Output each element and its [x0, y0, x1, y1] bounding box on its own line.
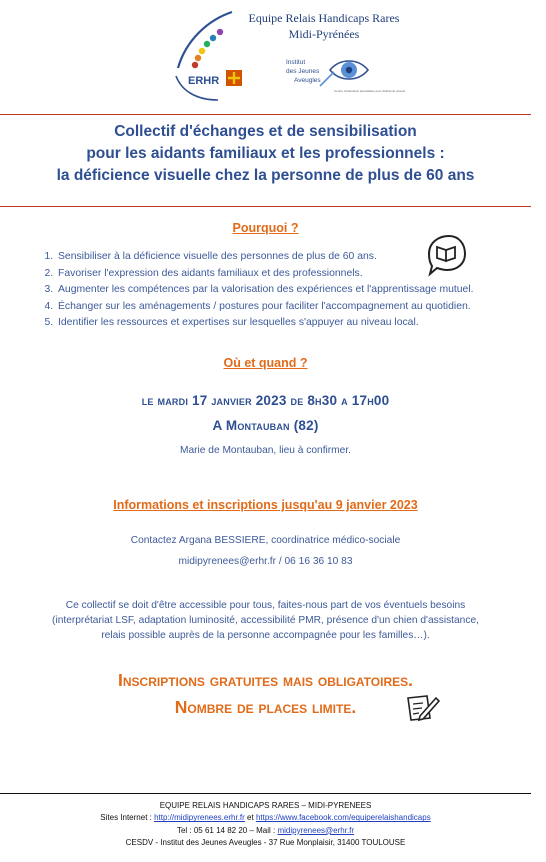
list-item: 5. Identifier les ressources et expertises sur lesquelles s'appuyer au niveau local.	[56, 315, 546, 332]
list-item: 2. Favoriser l'expression des aidants familiaux et des professionnels.	[56, 266, 546, 283]
pourquoi-list	[34, 249, 546, 332]
top-divider	[0, 114, 531, 115]
notice-line2: Nombre de places limite.	[174, 697, 357, 717]
title-line3: la déficience visuelle chez la personne de plus de 60 ans	[56, 167, 475, 184]
institut-jeunes-aveugles-logo	[284, 52, 406, 110]
contact-email-phone[interactable]: midipyrenees@erhr.fr / 06 16 36 10 83	[178, 556, 353, 567]
occitan-cross-icon	[226, 70, 242, 86]
list-item: 1. Sensibiliser à la déficience visuelle des personnes de plus de 60 ans.	[56, 249, 546, 266]
erhr-logo-text: ERHR	[188, 75, 220, 87]
institut-logo-line1: Institut	[286, 59, 306, 66]
title-divider	[0, 206, 531, 207]
pourquoi-heading: Pourquoi ?	[232, 221, 299, 235]
notice-line1: Inscriptions gratuites mais obligatoires.	[118, 670, 413, 690]
pencil-writing-icon	[405, 694, 441, 722]
event-place: A Montauban (82)	[212, 418, 319, 433]
event-date: le mardi 17 janvier 2023 de 8h30 a 17h00	[141, 393, 390, 408]
accessibility-line3: relais possible auprès de la personne accompagnée pour les familles…).	[101, 630, 430, 641]
org-name-line1: Equipe Relais Handicaps Rares	[248, 11, 400, 25]
footer-address: CESDV - Institut des Jeunes Aveugles - 37 Rue Monplaisir, 31400 TOULOUSE	[125, 837, 406, 847]
site-link-facebook[interactable]: https://www.facebook.com/equiperelaishandicaps	[255, 813, 431, 823]
site-link-erhr[interactable]: http://midipyrenees.erhr.fr	[154, 813, 245, 823]
footer-contact: Tel : 05 61 14 82 20 – Mail : midipyrenees@erhr.fr	[176, 825, 355, 835]
footer-org: EQUIPE RELAIS HANDICAPS RARES – MIDI-PYRENEES	[159, 801, 372, 810]
event-title	[0, 121, 531, 187]
footer-sites: Sites Internet : http://midipyrenees.erhr.fr et https://www.facebook.com/equiperelaishandicaps	[100, 813, 431, 823]
ou-quand-heading: Où et quand ?	[223, 356, 308, 370]
event-venue: Marie de Montauban, lieu à confirmer.	[179, 445, 351, 456]
org-name-line2: Midi-Pyrénées	[288, 27, 360, 41]
list-item: 3. Augmenter les compétences par la valorisation des expériences et l'apprentissage mutuel.	[56, 282, 546, 299]
footer-divider	[0, 793, 531, 794]
institut-logo-line2: des Jeunes	[286, 68, 320, 75]
header-organization	[234, 10, 414, 42]
accessibility-line1: Ce collectif se doit d'être accessible pour tous, faites-nous part de vos éventuels besoins	[65, 600, 466, 611]
institut-caption: Centre d'éducation spécialisée pour déficients visuels	[334, 89, 406, 93]
footer-mail-link[interactable]: midipyrenees@erhr.fr	[277, 825, 355, 835]
title-line1: Collectif d'échanges et de sensibilisation	[114, 123, 417, 140]
footer	[0, 800, 531, 849]
institut-logo-line3: Aveugles	[294, 77, 321, 84]
inscriptions-heading: Informations et inscriptions jusqu'au 9 janvier 2023	[113, 498, 418, 512]
list-item: 4. Échanger sur les aménagements / postures pour faciliter l'accompagnement au quotidien.	[56, 299, 546, 316]
accessibility-line2: (interprétariat LSF, adaptation luminosité, accessibilité PMR, présence d'un chien d'assistance,	[52, 615, 479, 626]
contact-line: Contactez Argana BESSIERE, coordinatrice médico-sociale	[130, 535, 401, 546]
title-line2: pour les aidants familiaux et les professionnels :	[86, 145, 445, 162]
